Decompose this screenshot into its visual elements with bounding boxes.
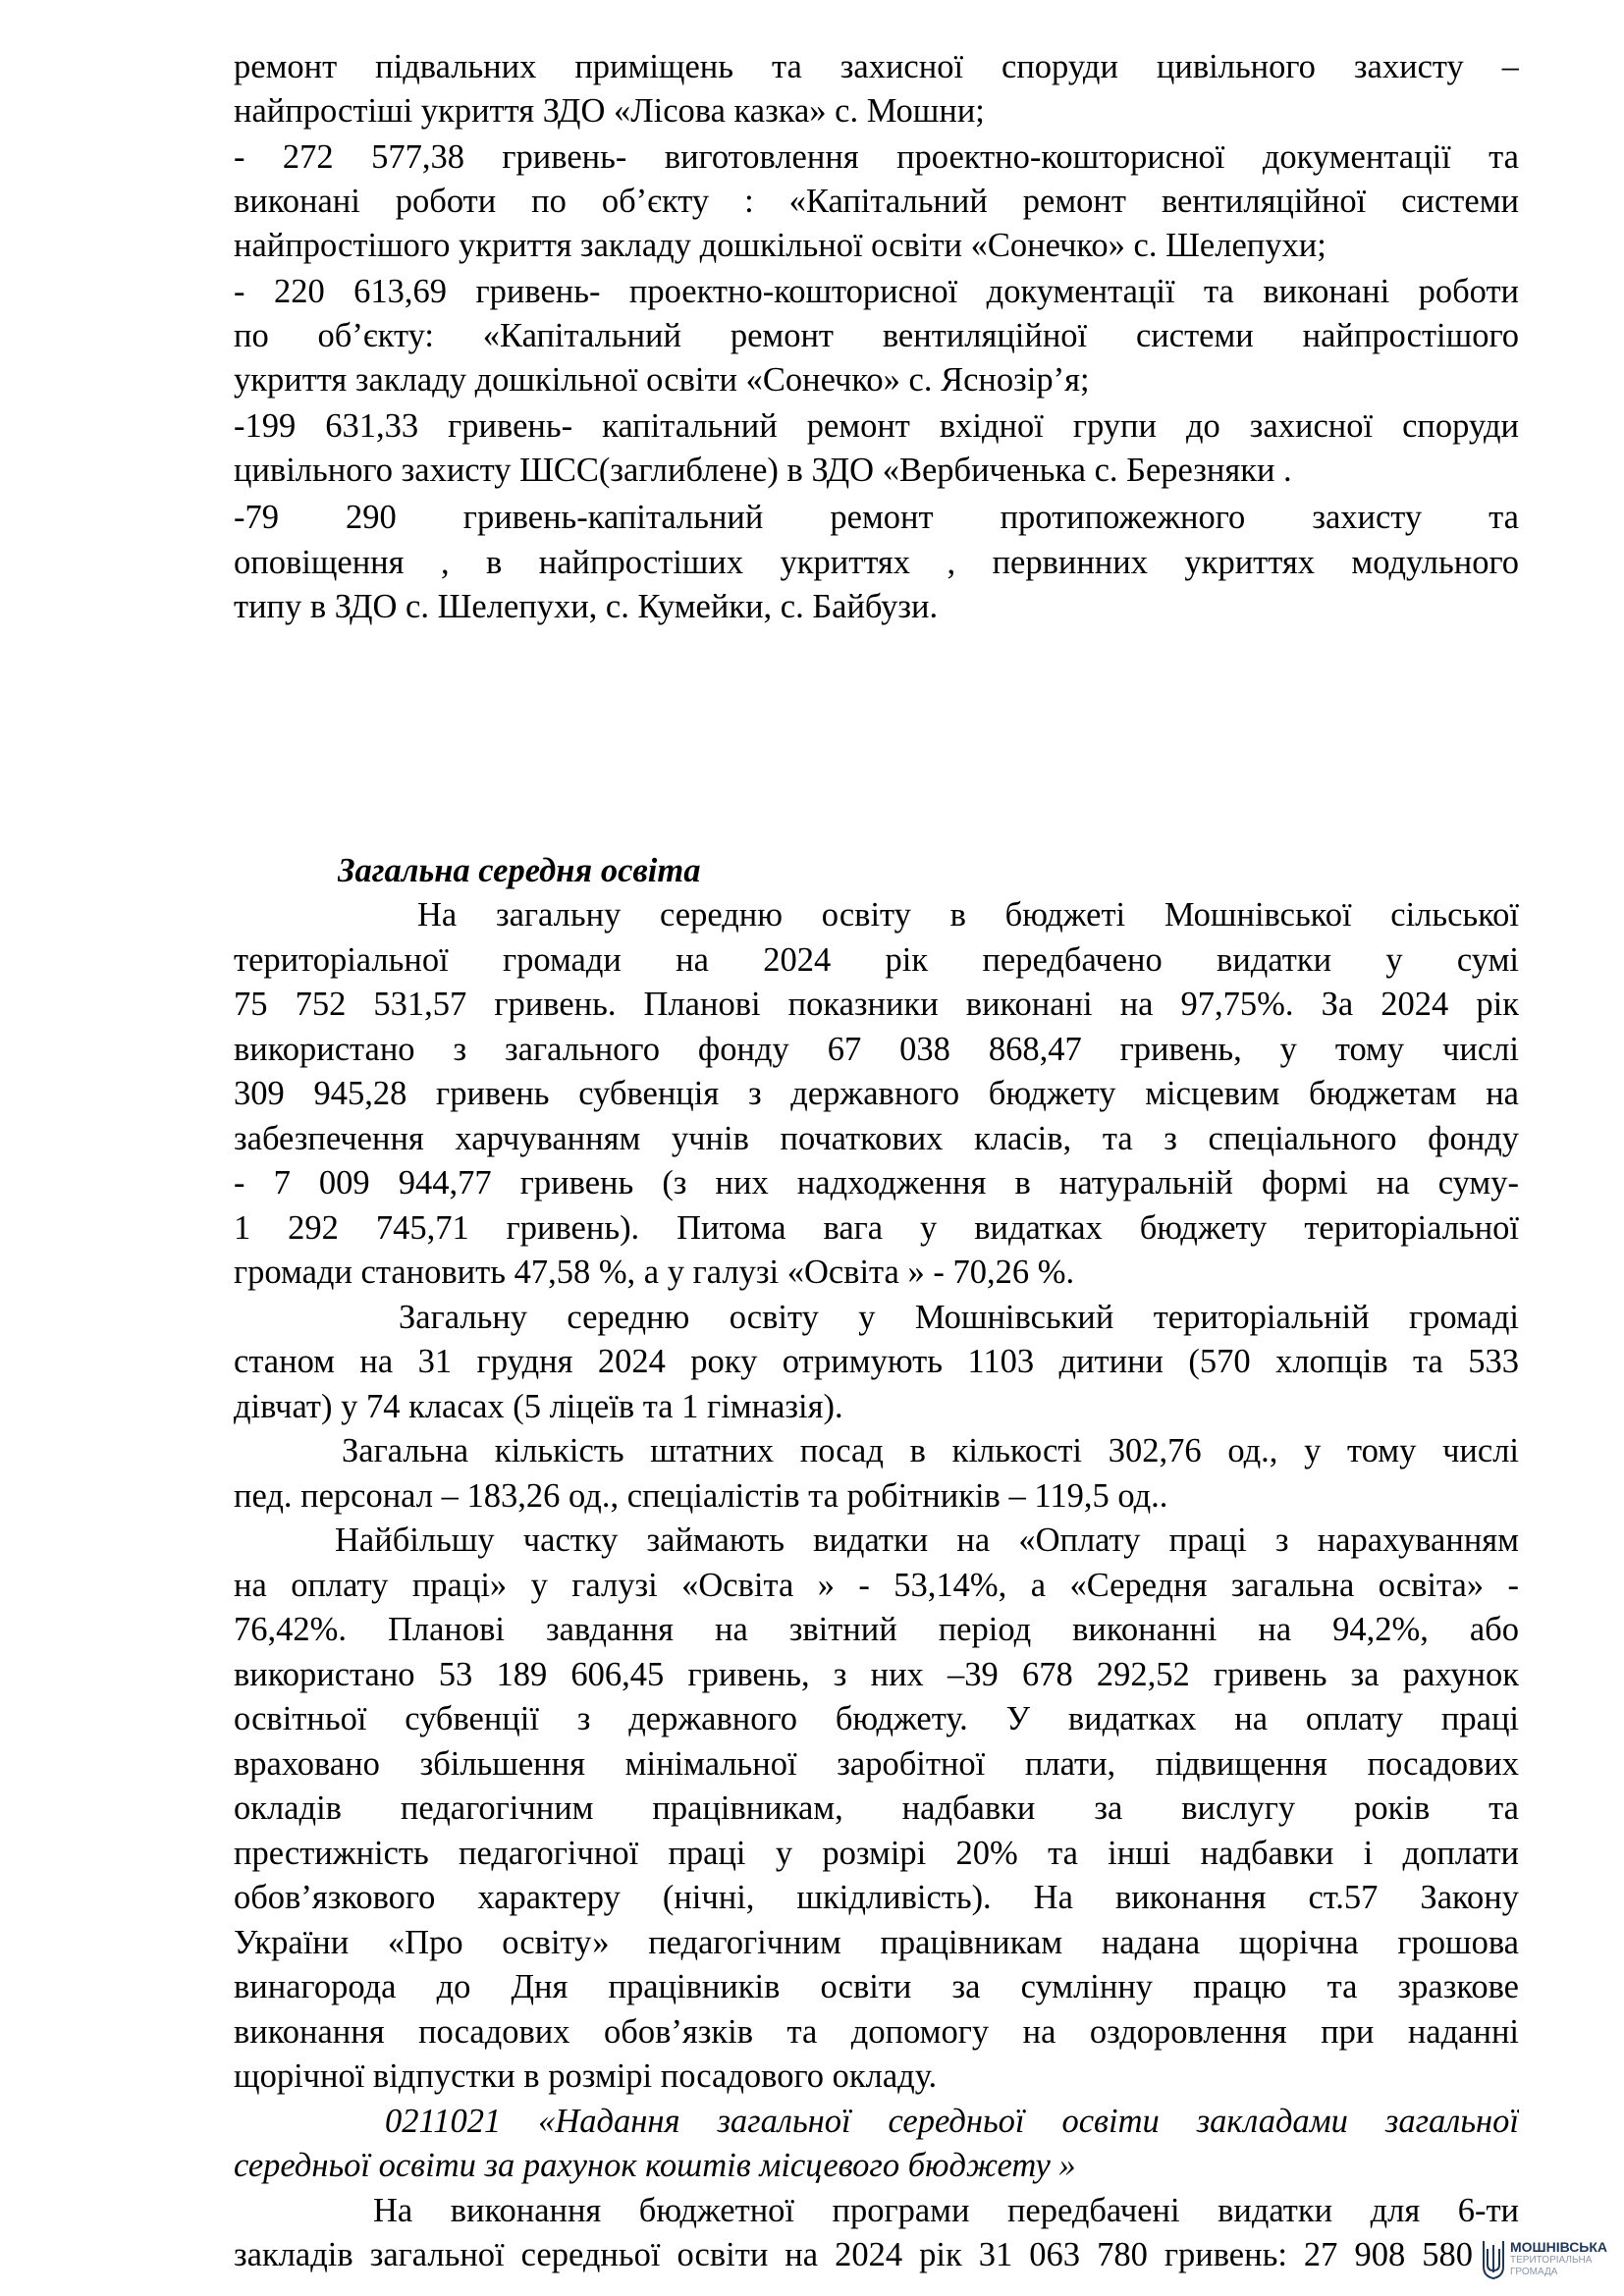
text-line: громади становить 47,58 %, а у галузі «Освіта » - 70,26 %.: [234, 1254, 1075, 1291]
text-line: найпростішого укриття закладу дошкільної освіти «Сонечко» с. Шелепухи;: [234, 227, 1326, 264]
text-line: - 7 009 944,77 гривень (з них надходження в натуральній формі на суму-: [234, 1164, 1519, 1201]
text-line: на оплату праці» у галузі «Освіта » - 53,14%, а «Середня загальна освіта» -: [234, 1567, 1519, 1604]
trident-icon: [1481, 2237, 1506, 2280]
text-line: Найбільшу частку займають видатки на «Оплату праці з нарахуванням: [335, 1522, 1519, 1559]
text-line: обов’язкового характеру (нічні, шкідливість). На виконання ст.57 Закону: [234, 1879, 1519, 1916]
text-line: щорічної відпустки в розмірі посадового окладу.: [234, 2057, 938, 2095]
text-line: престижність педагогічної праці у розмірі 20% та інші надбавки і доплати: [234, 1835, 1519, 1872]
text-line: -79 290 гривень-капітальний ремонт протипожежного захисту та: [234, 499, 1519, 536]
logo-name: МОШНІВСЬКА: [1510, 2239, 1608, 2255]
text-line: ремонт підвальних приміщень та захисної споруди цивільного захисту –: [234, 48, 1519, 85]
text-line: Загальну середню освіту у Мошнівський територіальній громаді: [399, 1299, 1519, 1336]
logo-subtitle: ТЕРИТОРІАЛЬНА: [1510, 2255, 1593, 2266]
community-logo: [1481, 2235, 1618, 2290]
text-line: освітньої субвенції з державного бюджету. У видатках на оплату праці: [234, 1700, 1519, 1737]
program-title: середньої освіти за рахунок коштів місцевого бюджету »: [234, 2147, 1076, 2184]
text-line: -199 631,33 гривень- капітальний ремонт вхідної групи до захисної споруди: [234, 407, 1519, 445]
text-line: використано з загального фонду 67 038 868,47 гривень, у тому числі: [234, 1031, 1519, 1068]
text-line: 309 945,28 гривень субвенція з державного бюджету місцевим бюджетам на: [234, 1075, 1519, 1112]
text-line: винагорода до Дня працівників освіти за сумлінну працю та зразкове: [234, 1968, 1519, 2005]
text-line: 76,42%. Планові завдання на звітний період виконанні на 94,2%, або: [234, 1611, 1519, 1648]
text-line: станом на 31 грудня 2024 року отримують 1103 дитини (570 хлопців та 533: [234, 1343, 1519, 1380]
text-line: використано 53 189 606,45 гривень, з них –39 678 292,52 гривень за рахунок: [234, 1656, 1519, 1693]
text-line: виконання посадових обов’язків та допомогу на оздоровлення при наданні: [234, 2013, 1519, 2051]
logo-subtitle: ГРОМАДА: [1510, 2267, 1558, 2277]
text-line: найпростіші укриття ЗДО «Лісова казка» с. Мошни;: [234, 92, 985, 130]
text-line: 1 292 745,71 гривень). Питома вага у видатках бюджету територіальної: [234, 1209, 1519, 1247]
text-line: окладів педагогічним працівникам, надбавки за вислугу років та: [234, 1789, 1519, 1827]
text-line: цивільного захисту ШСС(заглиблене) в ЗДО «Вербиченька с. Березняки .: [234, 452, 1292, 489]
text-line: дівчат) у 74 класах (5 ліцеїв та 1 гімназія).: [234, 1388, 843, 1425]
text-line: - 272 577,38 гривень- виготовлення проектно-кошторисної документації та: [234, 138, 1519, 176]
program-title: 0211021 «Надання загальної середньої освіти закладами загальної: [385, 2103, 1519, 2140]
text-line: 75 752 531,57 гривень. Планові показники виконані на 97,75%. За 2024 рік: [234, 986, 1519, 1023]
text-line: пед. персонал – 183,26 од., спеціалістів та робітників – 119,5 од..: [234, 1477, 1168, 1515]
text-line: На виконання бюджетної програми передбачені видатки для 6-ти: [373, 2192, 1519, 2229]
text-line: територіальної громади на 2024 рік передбачено видатки у сумі: [234, 941, 1519, 979]
text-line: укриття закладу дошкільної освіти «Сонечко» с. Яснозір’я;: [234, 361, 1090, 399]
text-line: Загальна кількість штатних посад в кількості 302,76 од., у тому числі: [342, 1432, 1519, 1469]
text-line: враховано збільшення мінімальної заробітної плати, підвищення посадових: [234, 1745, 1519, 1783]
text-line: виконані роботи по об’єкту : «Капітальний ремонт вентиляційної системи: [234, 183, 1519, 220]
text-line: типу в ЗДО с. Шелепухи, с. Кумейки, с. Байбузи.: [234, 588, 939, 625]
text-line: На загальну середню освіту в бюджеті Мошнівської сільської: [417, 896, 1519, 934]
text-line: - 220 613,69 гривень- проектно-кошторисної документації та виконані роботи: [234, 273, 1519, 310]
text-line: по об’єкту: «Капітальний ремонт вентиляційної системи найпростішого: [234, 317, 1519, 354]
text-line: України «Про освіту» педагогічним працівникам надана щорічна грошова: [234, 1924, 1519, 1961]
text-line: закладів загальної середньої освіти на 2024 рік 31 063 780 гривень: 27 908 580: [234, 2236, 1473, 2273]
text-line: оповіщення , в найпростіших укриттях , первинних укриттях модульного: [234, 544, 1519, 581]
text-line: забезпечення харчуванням учнів початкових класів, та з спеціального фонду: [234, 1120, 1519, 1157]
section-heading: Загальна середня освіта: [338, 852, 701, 889]
